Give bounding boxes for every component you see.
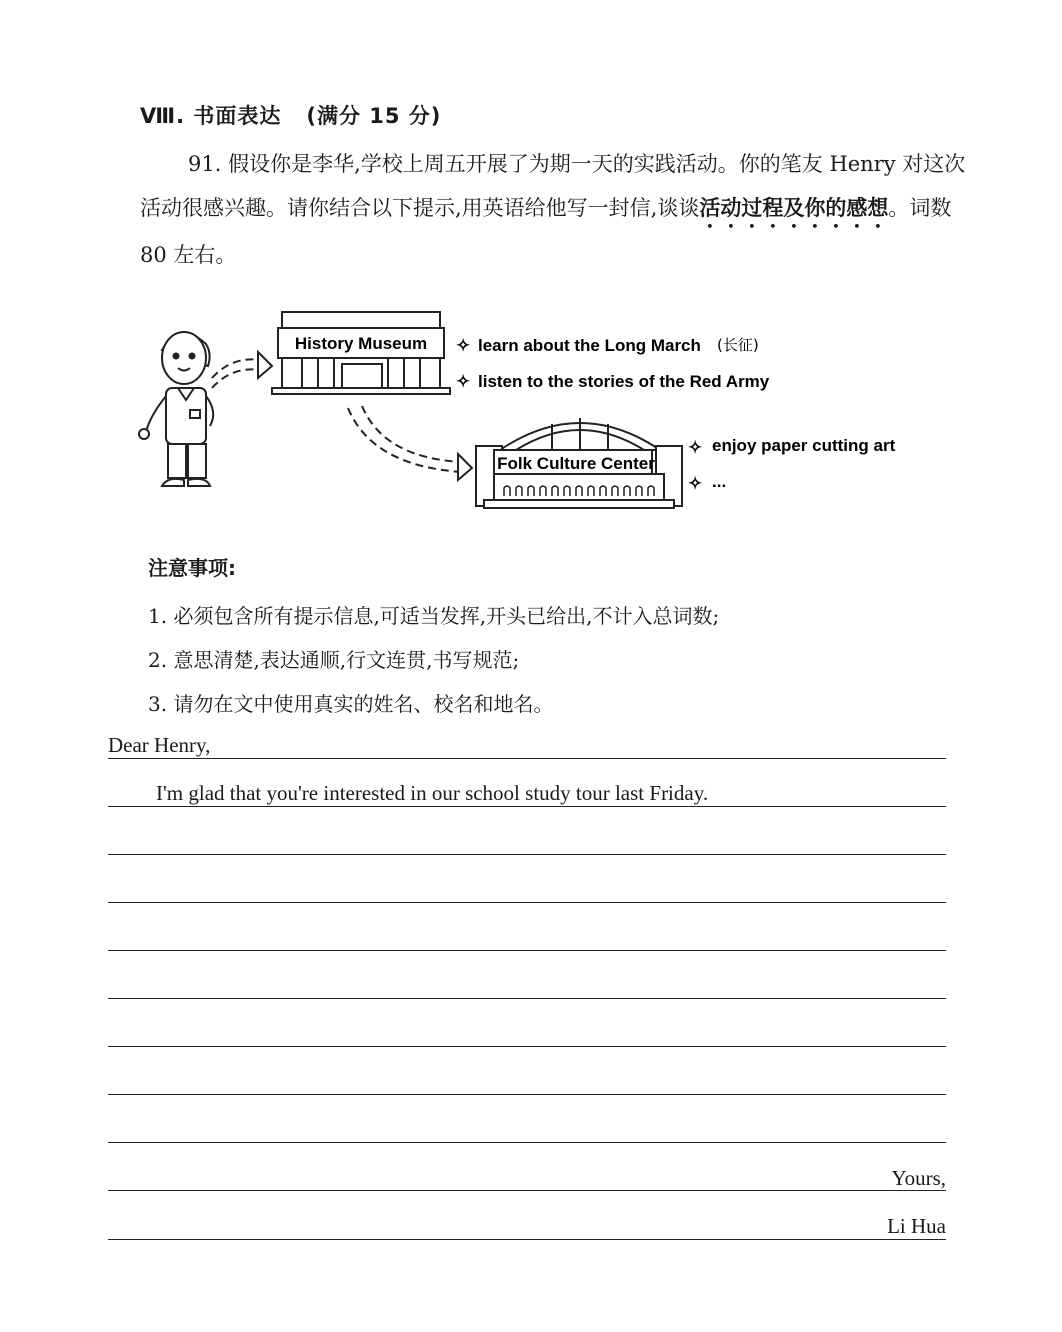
writing-line[interactable] <box>108 1094 946 1095</box>
boy-figure <box>139 332 213 486</box>
museum-bullet-2: ✧ <box>456 372 471 391</box>
section-title: 书面表达 <box>193 104 282 128</box>
museum-building <box>272 312 450 394</box>
note-item: 2. 意思清楚,表达通顺,行文连贯,书写规范; <box>148 648 520 672</box>
writing-line[interactable] <box>108 1190 946 1191</box>
question-text-2: 。词数 80 左右。 <box>140 196 952 267</box>
writing-line[interactable] <box>108 1046 946 1047</box>
letter-greeting: Dear Henry, <box>108 733 211 757</box>
writing-line <box>108 806 946 807</box>
museum-label: History Museum <box>294 334 428 353</box>
writing-line[interactable] <box>108 998 946 999</box>
section-score: (满分 15 分) <box>306 104 442 128</box>
question-prompt <box>140 142 982 277</box>
museum-point-1: learn about the Long March <box>478 336 701 355</box>
center-point-2: ... <box>712 472 727 491</box>
question-text-1: 假设你是李华,学校上周五开展了为期一天的实践活动。你的笔友 Henry 对这次活动很感兴趣。请你结合以下提示,用英语给他写一封信,谈谈 <box>140 152 966 220</box>
writing-line[interactable] <box>108 902 946 903</box>
museum-point-1-note: (长征) <box>717 336 759 354</box>
notes-title: 注意事项: <box>148 556 236 580</box>
section-heading <box>140 100 441 130</box>
letter-signature: Li Hua <box>887 1214 946 1238</box>
center-bullet-2: ✧ <box>688 474 703 493</box>
writing-line[interactable] <box>108 950 946 951</box>
illustration-svg <box>132 300 932 520</box>
question-number: 91. <box>188 152 222 176</box>
writing-line[interactable] <box>108 1239 946 1240</box>
letter-opening: I'm glad that you're interested in our school study tour last Friday. <box>156 781 709 805</box>
section-number: Ⅷ. <box>140 104 186 128</box>
letter-closing: Yours, <box>891 1166 946 1190</box>
question-emphasis: 活动过程及你的感想 <box>699 196 889 220</box>
note-item: 1. 必须包含所有提示信息,可适当发挥,开头已给出,不计入总词数; <box>148 604 720 628</box>
writing-line <box>108 758 946 759</box>
museum-bullet-1: ✧ <box>456 336 471 355</box>
center-label: Folk Culture Center <box>497 454 655 473</box>
center-point-1: enjoy paper cutting art <box>712 436 896 455</box>
center-bullet-1: ✧ <box>688 438 703 457</box>
activity-illustration <box>132 300 932 520</box>
writing-line[interactable] <box>108 1142 946 1143</box>
note-item: 3. 请勿在文中使用真实的姓名、校名和地名。 <box>148 692 554 716</box>
museum-point-2: listen to the stories of the Red Army <box>478 372 770 391</box>
writing-line[interactable] <box>108 854 946 855</box>
